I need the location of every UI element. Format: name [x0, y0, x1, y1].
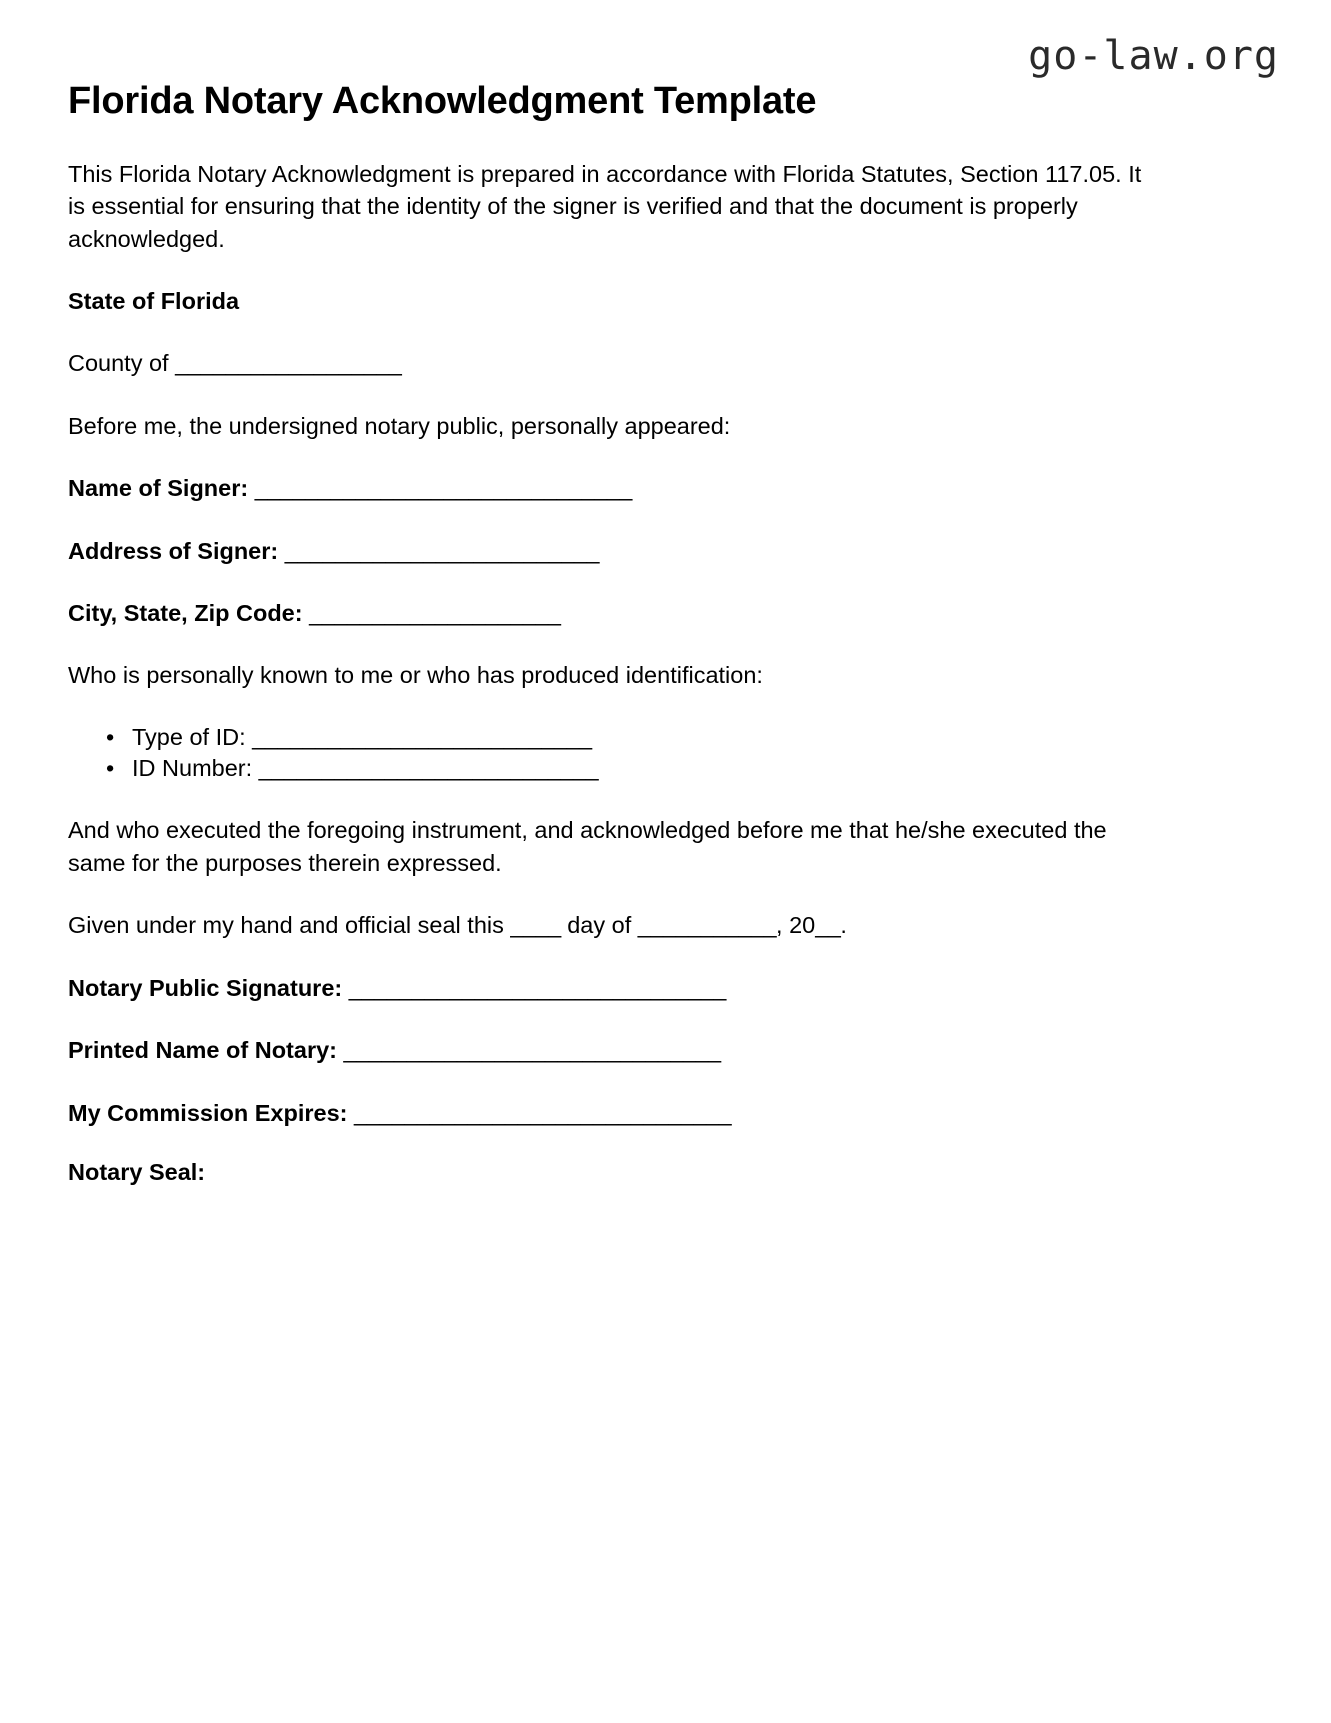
county-field: [68, 347, 1163, 379]
signer-address-field: [68, 535, 1163, 567]
signer-city-state-zip-label: City, State, Zip Code:: [68, 600, 303, 627]
before-me-line: Before me, the undersigned notary public, personally appeared:: [68, 412, 731, 439]
notary-signature-blank[interactable]: ______________________________: [348, 974, 726, 1001]
type-of-id-blank[interactable]: ___________________________: [252, 723, 592, 750]
notary-signature-label: Notary Public Signature:: [68, 974, 343, 1001]
signer-city-state-zip-blank[interactable]: ____________________: [309, 600, 561, 627]
site-watermark: go-law.org: [1028, 33, 1279, 79]
given-under-text-4: .: [840, 912, 847, 939]
commission-expires-label: My Commission Expires:: [68, 1099, 348, 1126]
id-number-label: ID Number:: [132, 755, 253, 782]
identification-list: [68, 722, 1163, 785]
execution-paragraph: And who executed the foregoing instrument, and acknowledged before me that he/she executed the same for the purposes therein expressed.: [68, 817, 1107, 876]
page-title: Florida Notary Acknowledgment Template: [68, 80, 817, 122]
intro-paragraph: This Florida Notary Acknowledgment is prepared in accordance with Florida Statutes, Section 117.05. It is essential for ensuring that the identity of the signer is verified and that the document is properly acknowledged.: [68, 160, 1142, 252]
notary-signature-field: [68, 972, 1163, 1004]
signer-name-field: [68, 472, 1163, 504]
notary-printed-name-field: [68, 1034, 1163, 1066]
given-under-text-1: Given under my hand and official seal this: [68, 912, 511, 939]
given-under-month-blank[interactable]: ___________: [637, 912, 777, 939]
notary-seal-label: Notary Seal:: [68, 1158, 206, 1185]
signer-address-blank[interactable]: _________________________: [284, 537, 600, 564]
list-item: [132, 722, 1163, 753]
county-blank[interactable]: __________________: [175, 350, 402, 377]
commission-expires-blank[interactable]: ______________________________: [354, 1099, 732, 1126]
signer-address-label: Address of Signer:: [68, 537, 279, 564]
commission-expires-field: [68, 1097, 1163, 1129]
given-under-day-blank[interactable]: ____: [510, 912, 561, 939]
county-label: County of: [68, 350, 176, 377]
notary-signature-block: [68, 972, 1163, 1186]
document-body: [68, 80, 1163, 1186]
notary-printed-name-blank[interactable]: ______________________________: [343, 1037, 721, 1064]
signer-name-blank[interactable]: ______________________________: [254, 475, 632, 502]
given-under-text-2: day of: [560, 912, 638, 939]
given-under-year-blank[interactable]: __: [815, 912, 841, 939]
list-item: [132, 753, 1163, 784]
state-heading: State of Florida: [68, 287, 240, 314]
identification-intro: Who is personally known to me or who has produced identification:: [68, 662, 763, 689]
given-under-text-3: , 20: [776, 912, 816, 939]
signer-name-label: Name of Signer:: [68, 475, 249, 502]
id-number-blank[interactable]: ___________________________: [258, 755, 599, 782]
notary-printed-name-label: Printed Name of Notary:: [68, 1037, 337, 1064]
signer-city-state-zip-field: [68, 597, 1163, 629]
given-under-seal-line: [68, 909, 1163, 941]
type-of-id-label: Type of ID:: [132, 723, 246, 750]
